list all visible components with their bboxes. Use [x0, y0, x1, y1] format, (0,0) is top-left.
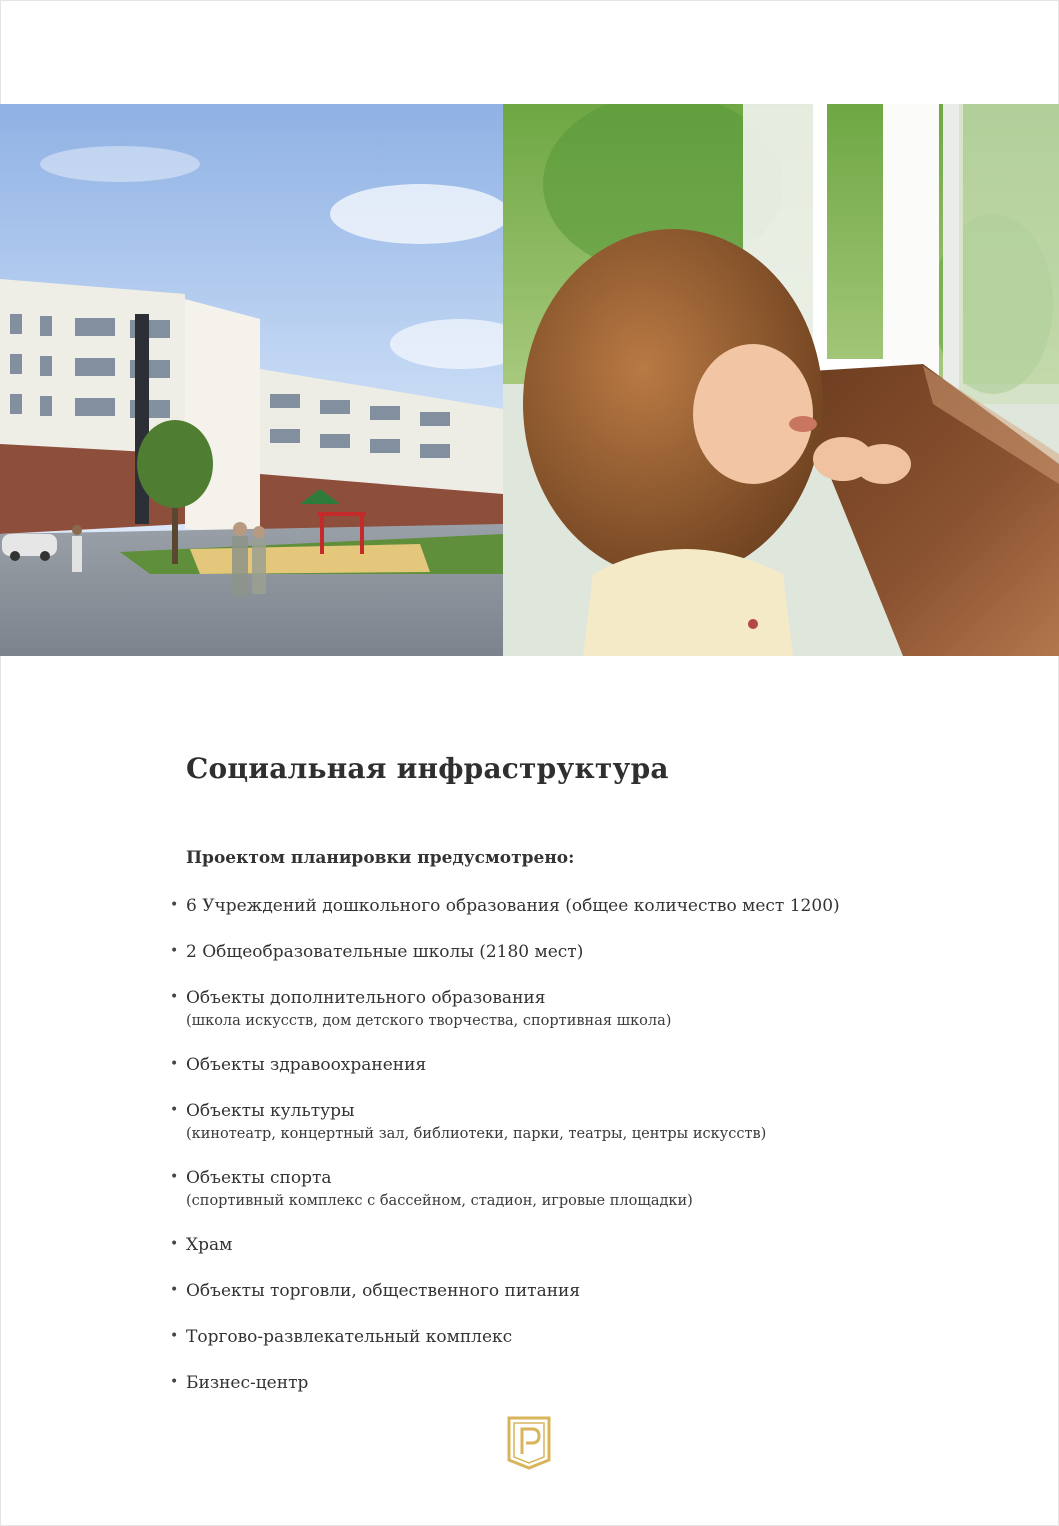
bullet-icon: • — [170, 1236, 179, 1252]
bullet-icon: • — [170, 1328, 179, 1344]
bullet-icon: • — [170, 943, 179, 959]
residential-buildings-image — [0, 104, 503, 656]
item-text: 2 Общеобразовательные школы (2180 мест) — [186, 942, 584, 962]
item-text: 6 Учреждений дошкольного образования (общее количество мест 1200) — [186, 896, 840, 916]
facilities-list — [170, 894, 930, 1417]
item-text: Торгово-развлекательный комплекс — [186, 1327, 513, 1347]
item-detail: (кинотеатр, концертный зал, библиотеки, парки, театры, центры искусств) — [186, 1126, 767, 1142]
list-item — [170, 1053, 930, 1077]
item-text: Объекты дополнительного образования — [186, 988, 546, 1008]
list-item — [170, 940, 930, 964]
list-item — [170, 1371, 930, 1395]
item-text: Объекты торговли, общественного питания — [186, 1281, 581, 1301]
bullet-icon: • — [170, 1169, 179, 1185]
bullet-icon: • — [170, 1374, 179, 1390]
page-title: Социальная инфраструктура — [186, 752, 669, 785]
letter-r-shield-logo — [507, 1416, 551, 1470]
list-item — [170, 1233, 930, 1257]
section-subtitle: Проектом планировки предусмотрено: — [186, 848, 575, 868]
item-text: Объекты здравоохранения — [186, 1055, 427, 1075]
bullet-icon: • — [170, 1056, 179, 1072]
list-item — [170, 1166, 930, 1211]
bullet-icon: • — [170, 1102, 179, 1118]
item-text: Храм — [186, 1235, 233, 1255]
list-item — [170, 1099, 930, 1144]
hero-photos — [0, 104, 1059, 656]
item-text: Бизнес-центр — [186, 1373, 309, 1393]
list-item — [170, 1279, 930, 1303]
item-text: Объекты культуры — [186, 1101, 355, 1121]
list-item — [170, 986, 930, 1031]
item-detail: (школа искусств, дом детского творчества, спортивная школа) — [186, 1013, 672, 1029]
child-at-window-image — [503, 104, 1059, 656]
item-detail: (спортивный комплекс с бассейном, стадион, игровые площадки) — [186, 1193, 693, 1209]
bullet-icon: • — [170, 897, 179, 913]
list-item — [170, 1325, 930, 1349]
bullet-icon: • — [170, 1282, 179, 1298]
bullet-icon: • — [170, 989, 179, 1005]
list-item — [170, 894, 930, 918]
item-text: Объекты спорта — [186, 1168, 332, 1188]
